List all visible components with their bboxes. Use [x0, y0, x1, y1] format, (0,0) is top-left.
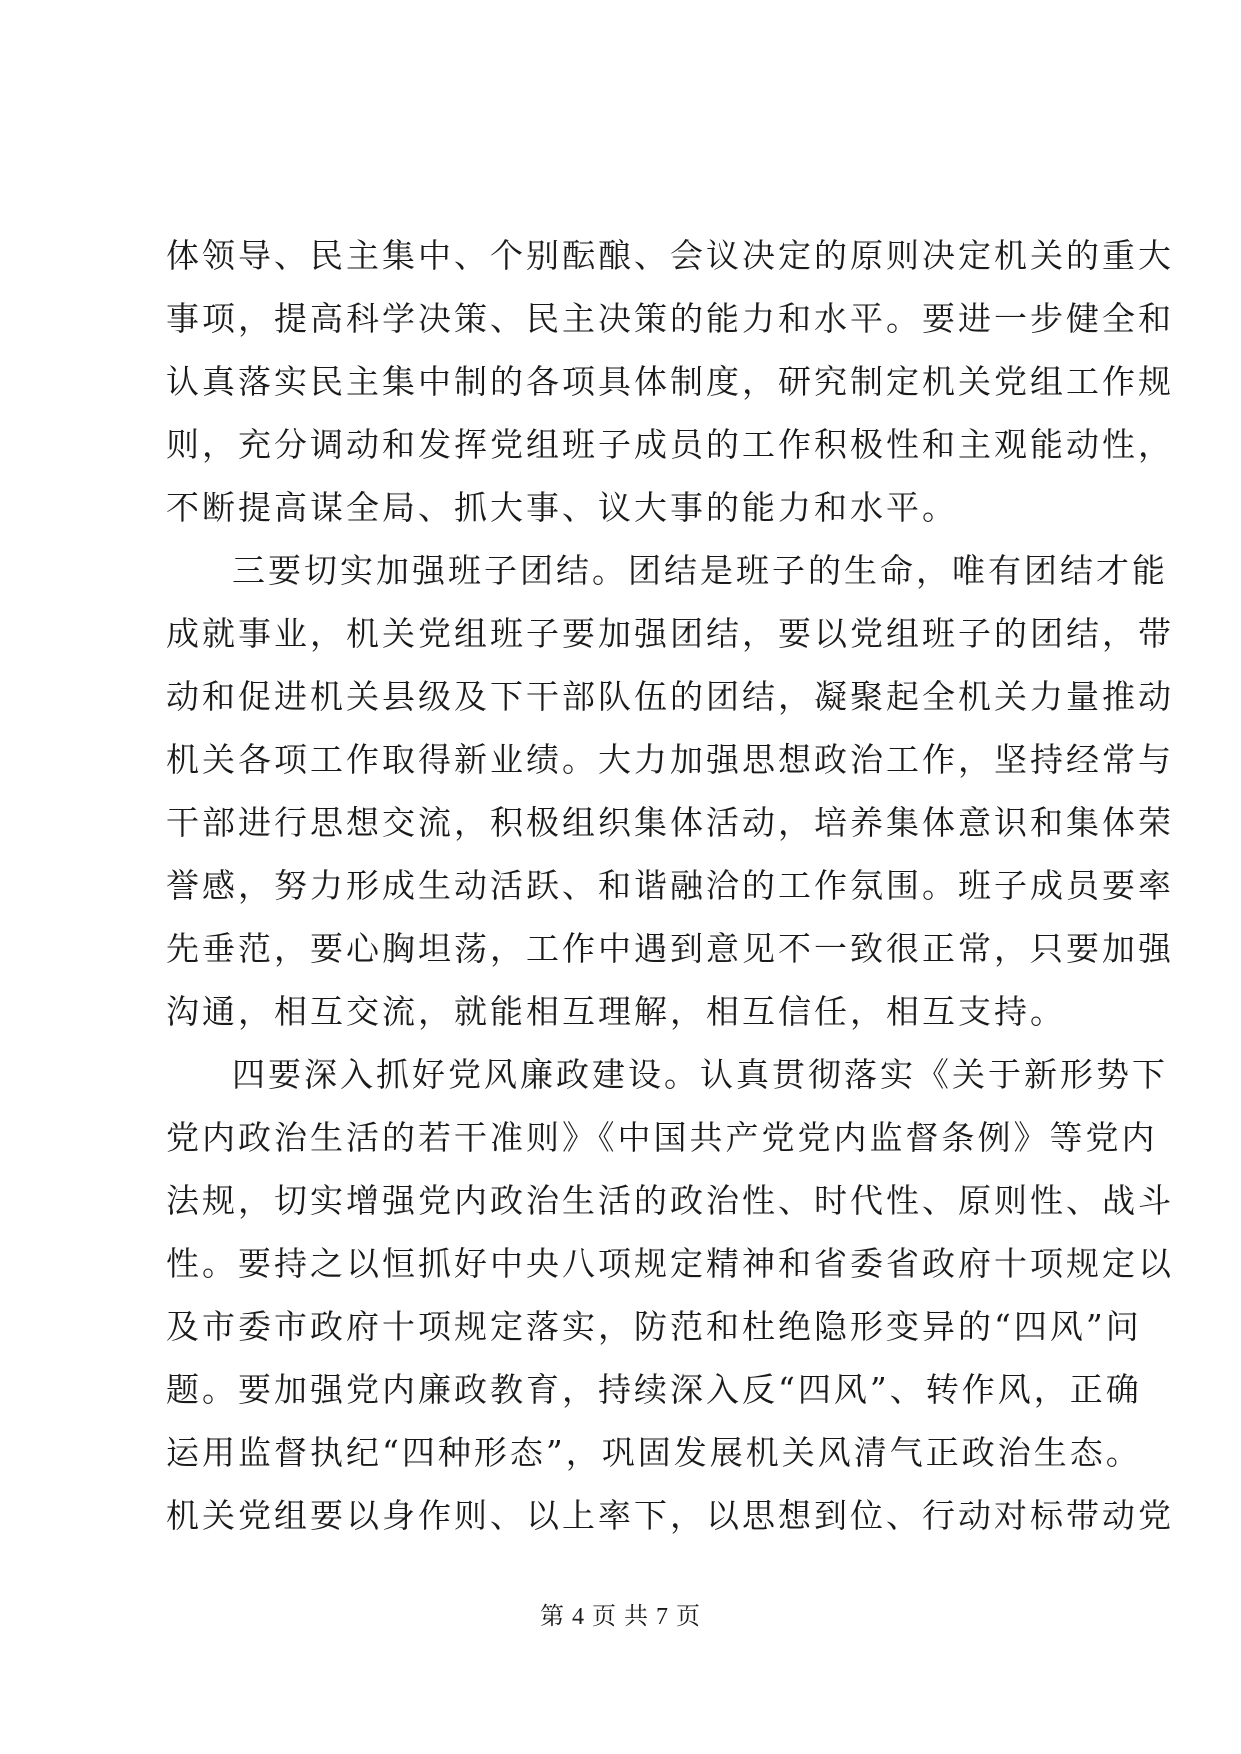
text-line: 党内政治生活的若干准则》《中国共产党党内监督条例》等党内 — [166, 1118, 1158, 1157]
page-number: 第 4 页 共 7 页 — [540, 1604, 701, 1630]
text-line: 誉感，努力形成生动活跃、和谐融洽的工作氛围。班子成员要率 — [166, 866, 1174, 905]
text-line: 题。要加强党内廉政教育，持续深入反“四风”、转作风，正确 — [166, 1370, 1142, 1409]
text-line: 动和促进机关县级及下干部队伍的团结，凝聚起全机关力量推动 — [166, 677, 1174, 716]
text-line: 干部进行思想交流，积极组织集体活动，培养集体意识和集体荣 — [166, 803, 1174, 842]
paragraph-first-line: 三要切实加强班子团结。团结是班子的生命，唯有团结才能 — [232, 551, 1168, 590]
text-line: 体领导、民主集中、个别酝酿、会议决定的原则决定机关的重大 — [166, 236, 1174, 275]
text-line: 法规，切实增强党内政治生活的政治性、时代性、原则性、战斗 — [166, 1181, 1174, 1220]
text-line: 事项，提高科学决策、民主决策的能力和水平。要进一步健全和 — [166, 299, 1174, 338]
text-line: 性。要持之以恒抓好中央八项规定精神和省委省政府十项规定以 — [166, 1244, 1174, 1283]
paragraph-first-line: 四要深入抓好党风廉政建设。认真贯彻落实《关于新形势下 — [232, 1055, 1168, 1094]
text-line: 先垂范，要心胸坦荡，工作中遇到意见不一致很正常，只要加强 — [166, 929, 1174, 968]
text-line: 认真落实民主集中制的各项具体制度，研究制定机关党组工作规 — [166, 362, 1174, 401]
text-line: 运用监督执纪“四种形态”，巩固发展机关风清气正政治生态。 — [166, 1433, 1142, 1472]
text-line: 成就事业，机关党组班子要加强团结，要以党组班子的团结，带 — [166, 614, 1174, 653]
text-line: 不断提高谋全局、抓大事、议大事的能力和水平。 — [166, 488, 958, 527]
text-line: 则，充分调动和发挥党组班子成员的工作积极性和主观能动性， — [166, 425, 1174, 464]
body-text — [166, 224, 1174, 1547]
text-line: 机关各项工作取得新业绩。大力加强思想政治工作，坚持经常与 — [166, 740, 1174, 779]
text-line: 及市委市政府十项规定落实，防范和杜绝隐形变异的“四风”问 — [166, 1307, 1142, 1346]
text-line: 机关党组要以身作则、以上率下，以思想到位、行动对标带动党 — [166, 1496, 1174, 1535]
text-line: 沟通，相互交流，就能相互理解，相互信任，相互支持。 — [166, 992, 1066, 1031]
page-footer — [0, 1602, 1241, 1632]
